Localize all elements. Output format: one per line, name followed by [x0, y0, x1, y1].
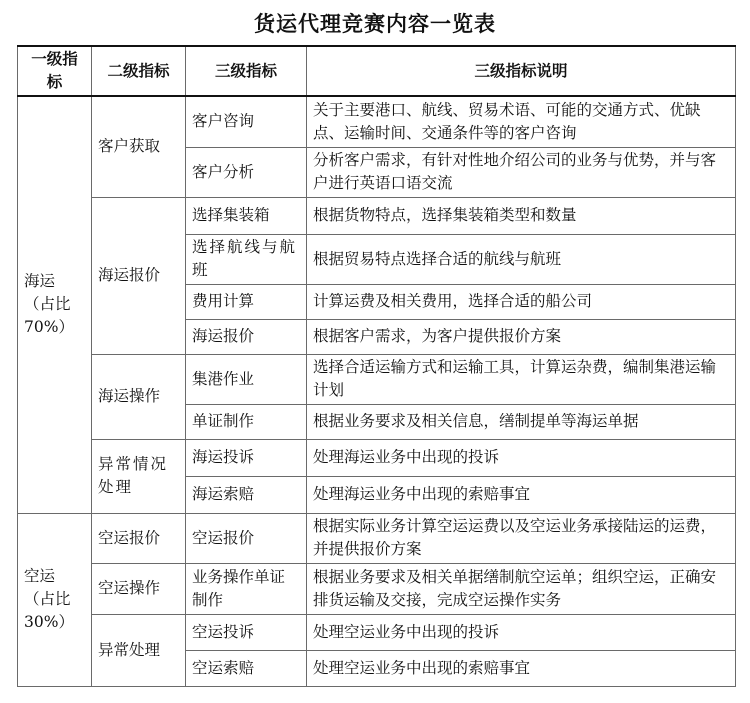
- level3-cell: 集港作业: [186, 354, 307, 404]
- level2-cell: 海运操作: [92, 354, 186, 439]
- level3-cell: 单证制作: [186, 404, 307, 439]
- level3-cell: 费用计算: [186, 284, 307, 319]
- header-row: [18, 46, 736, 96]
- desc-cell: 根据实际业务计算空运运费以及空运业务承接陆运的运费，并提供报价方案: [307, 513, 736, 563]
- desc-cell: 分析客户需求，有针对性地介绍公司的业务与优势，并与客户进行英语口语交流: [307, 147, 736, 197]
- level2-cell: 客户获取: [92, 96, 186, 197]
- level1-cell-sea: 海运（占比70%）: [18, 96, 92, 513]
- table-row: [18, 439, 736, 476]
- table-row: [18, 563, 736, 614]
- table-title: 货运代理竞赛内容一览表: [254, 12, 496, 36]
- level3-cell: 客户分析: [186, 147, 307, 197]
- level3-cell: 客户咨询: [186, 96, 307, 147]
- desc-cell: 处理空运业务中出现的索赔事宜: [307, 650, 736, 686]
- table-row: [18, 197, 736, 234]
- level3-cell: 业务操作单证制作: [186, 563, 307, 614]
- level2-cell: 空运操作: [92, 563, 186, 614]
- level1-cell-air: 空运（占比30%）: [18, 513, 92, 686]
- level3-cell: 空运索赔: [186, 650, 307, 686]
- desc-cell: 根据贸易特点选择合适的航线与航班: [307, 234, 736, 284]
- header-level2: 二级指标: [92, 46, 186, 96]
- table-row: [18, 513, 736, 563]
- level3-cell: 海运索赔: [186, 476, 307, 513]
- desc-cell: 关于主要港口、航线、贸易术语、可能的交通方式、优缺点、运输时间、交通条件等的客户咨询: [307, 96, 736, 147]
- desc-cell: 选择合适运输方式和运输工具，计算运杂费，编制集港运输计划: [307, 354, 736, 404]
- header-level1: 一级指标: [18, 46, 92, 96]
- level3-cell: 空运投诉: [186, 614, 307, 650]
- level2-cell: 海运报价: [92, 197, 186, 354]
- desc-cell: 处理海运业务中出现的索赔事宜: [307, 476, 736, 513]
- level3-cell: 选择集装箱: [186, 197, 307, 234]
- level3-cell: 海运投诉: [186, 439, 307, 476]
- table-row: [18, 614, 736, 650]
- level3-cell: 选择航线与航班: [186, 234, 307, 284]
- desc-cell: 处理空运业务中出现的投诉: [307, 614, 736, 650]
- desc-cell: 根据业务要求及相关信息，缮制提单等海运单据: [307, 404, 736, 439]
- level2-cell: 异常情况处理: [92, 439, 186, 513]
- desc-cell: 处理海运业务中出现的投诉: [307, 439, 736, 476]
- desc-cell: 根据货物特点，选择集装箱类型和数量: [307, 197, 736, 234]
- level2-cell: 空运报价: [92, 513, 186, 563]
- table-row: [18, 96, 736, 147]
- desc-cell: 根据业务要求及相关单据缮制航空运单；组织空运，正确安排货运输及交接，完成空运操作实务: [307, 563, 736, 614]
- header-level3: 三级指标: [186, 46, 307, 96]
- level2-cell: 异常处理: [92, 614, 186, 686]
- desc-cell: 根据客户需求，为客户提供报价方案: [307, 319, 736, 354]
- table-row: [18, 354, 736, 404]
- level3-cell: 海运报价: [186, 319, 307, 354]
- header-level3-desc: 三级指标说明: [307, 46, 736, 96]
- level3-cell: 空运报价: [186, 513, 307, 563]
- desc-cell: 计算运费及相关费用，选择合适的船公司: [307, 284, 736, 319]
- competition-content-table: [17, 45, 736, 687]
